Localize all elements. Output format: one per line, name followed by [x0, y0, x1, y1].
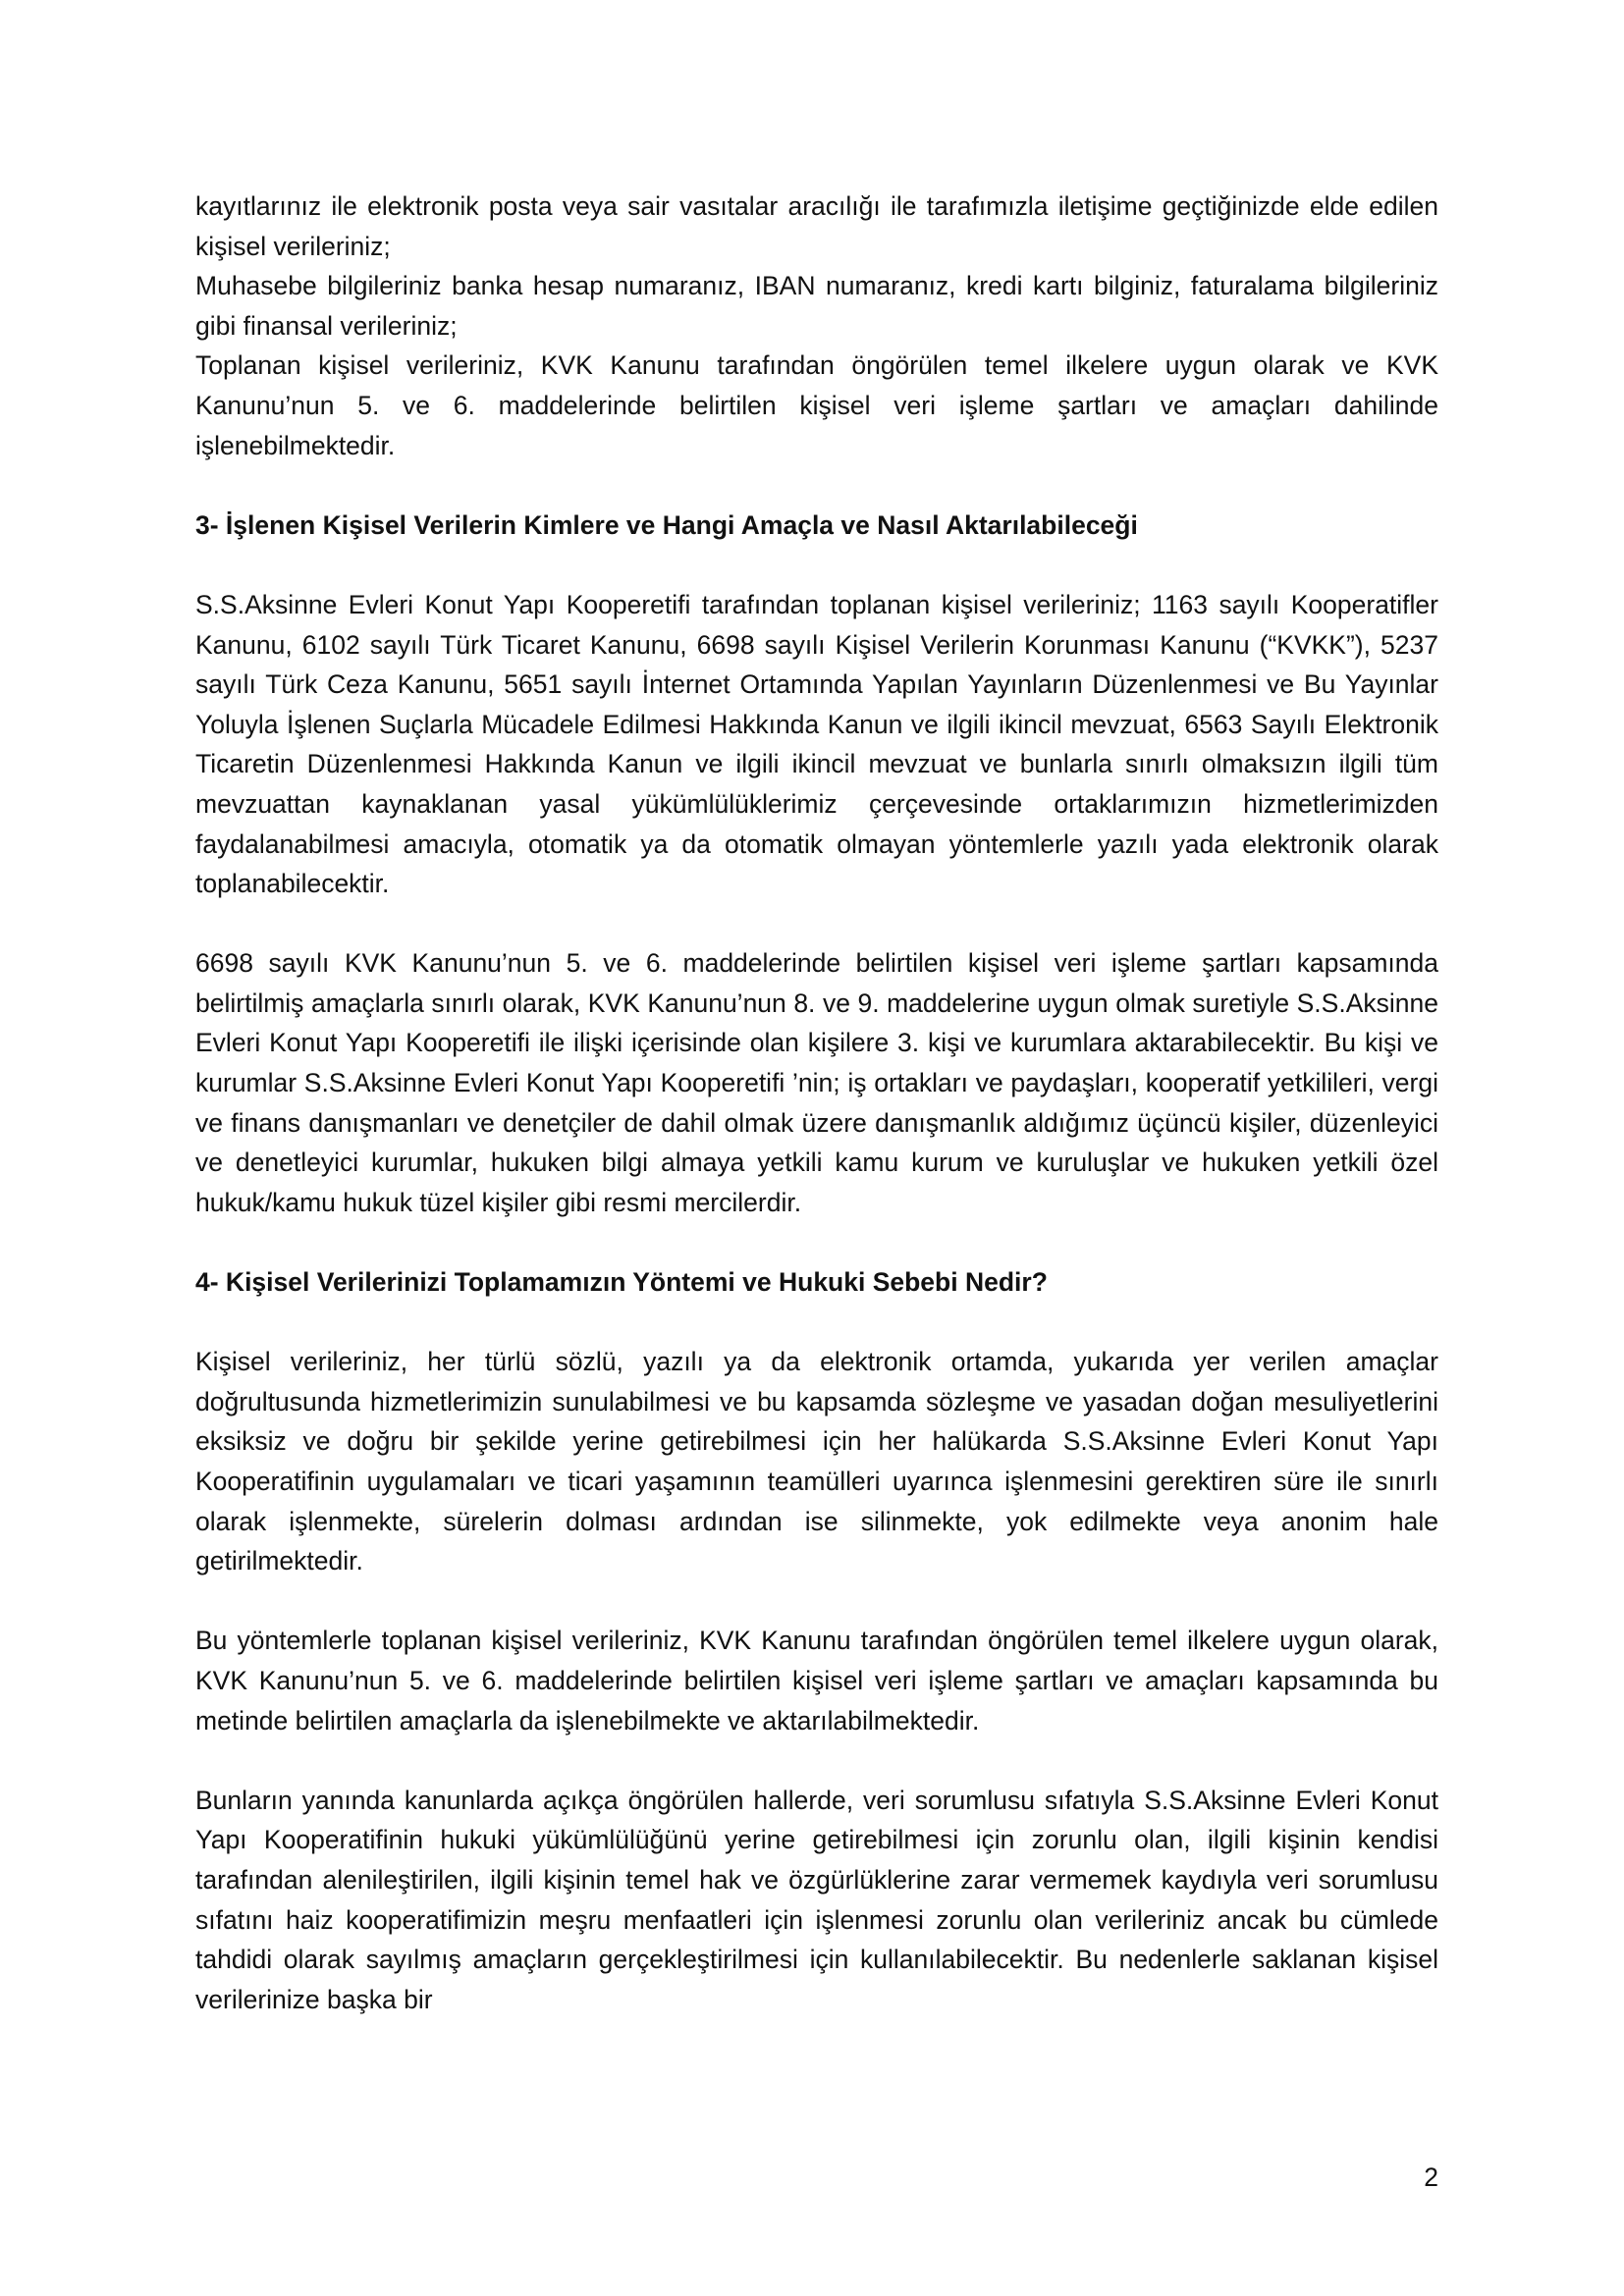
- paragraph-spacer: [195, 465, 1438, 506]
- section-3-paragraph-1: S.S.Aksinne Evleri Konut Yapı Kooperetifi tarafından toplanan kişisel verileriniz; 1163 sayılı Kooperatifler Kanunu, 6102 sayılı Türk Ticaret Kanunu, 6698 sayılı Kişisel Verilerin Korunması Kanunu (“KVKK”), 5237 sayılı Türk Ceza Kanunu, 5651 sayılı İnternet Ortamında Yapılan Yayınların Düzenlenmesi ve Bu Yayınlar Yoluyla İşlenen Suçlarla Mücadele Edilmesi Hakkında Kanun ve ilgili ikincil mevzuat, 6563 Sayılı Elektronik Ticaretin Düzenlenmesi Hakkında Kanun ve ilgili ikincil mevzuat ve bunlarla sınırlı olmaksızın ilgili tüm mevzuattan kaynaklanan yasal yükümlülüklerimiz çerçevesinde ortaklarımızın hizmetlerimizden faydalanabilmesi amacıyla, otomatik ya da otomatik olmayan yöntemlerle yazılı yada elektronik olarak toplanabilecektir.: [195, 589, 1438, 899]
- section-3-heading: 3- İşlenen Kişisel Verilerin Kimlere ve Hangi Amaçla ve Nasıl Aktarılabileceği: [195, 509, 1138, 540]
- section-3-paragraph-2: 6698 sayılı KVK Kanunu’nun 5. ve 6. maddelerinde belirtilen kişisel veri işleme şartları kapsamında belirtilmiş amaçlarla sınırlı olarak, KVK Kanunu’nun 8. ve 9. maddelerine uygun olmak suretiyle S.S.Aksinne Evleri Konut Yapı Kooperetifi ile ilişki içerisinde olan kişilere 3. kişi ve kurumlara aktarabilecektir. Bu kişi ve kurumlar S.S.Aksinne Evleri Konut Yapı Kooperetifi ’nin; iş ortakları ve paydaşları, kooperatif yetkilileri, vergi ve finans danışmanları ve denetçiler de dahil olmak üzere danışmanlık aldığımız üçüncü kişiler, düzenleyici ve denetleyici kurumlar, hukuken bilgi almaya yetkili kamu kurum ve kuruluşlar ve hukuken yetkili özel hukuk/kamu hukuk tüzel kişiler gibi resmi mercilerdir.: [195, 948, 1438, 1217]
- document-body: [195, 187, 1438, 2019]
- section-4-heading: 4- Kişisel Verilerinizi Toplamamızın Yöntemi ve Hukuki Sebebi Nedir?: [195, 1267, 1048, 1298]
- data-item-financial: Muhasebe bilgileriniz banka hesap numaranız, IBAN numaranız, kredi kartı bilginiz, faturalama bilgileriniz gibi finansal verileriniz;: [195, 271, 1438, 341]
- data-item-contact-records: kayıtlarınız ile elektronik posta veya sair vasıtalar aracılığı ile tarafımızla iletişime geçtiğinizde elde edilen kişisel verileriniz;: [195, 191, 1438, 261]
- paragraph-spacer: [195, 1581, 1438, 1622]
- paragraph-spacer: [195, 1222, 1438, 1262]
- section-4-paragraph-2: Bu yöntemlerle toplanan kişisel verileriniz, KVK Kanunu tarafından öngörülen temel ilkelere uygun olarak, KVK Kanunu’nun 5. ve 6. maddelerinde belirtilen kişisel veri işleme şartları ve amaçları kapsamında bu metinde belirtilen amaçlarla da işlenebilmekte ve aktarılabilmektedir.: [195, 1626, 1438, 1735]
- paragraph-spacer: [195, 904, 1438, 944]
- section-4-paragraph-1: Kişisel verileriniz, her türlü sözlü, yazılı ya da elektronik ortamda, yukarıda yer verilen amaçlar doğrultusunda hizmetlerimizin sunulabilmesi ve bu kapsamda sözleşme ve yasadan doğan mesuliyetlerini eksiksiz ve doğru bir şekilde yerine getirebilmesi için her halükarda S.S.Aksinne Evleri Konut Yapı Kooperatifinin uygulamaları ve ticari yaşamının teamülleri uyarınca işlenmesini gerektiren süre ile sınırlı olarak işlenmekte, sürelerin dolması ardından ise silinmekte, yok edilmekte veya anonim hale getirilmektedir.: [195, 1347, 1438, 1576]
- section-4-paragraph-3: Bunların yanında kanunlarda açıkça öngörülen hallerde, veri sorumlusu sıfatıyla S.S.Aksinne Evleri Konut Yapı Kooperatifinin hukuki yükümlülüğünü yerine getirebilmesi için zorunlu olan, ilgili kişinin kendisi tarafından alenileştirilen, ilgili kişinin temel hak ve özgürlüklerine zarar vermemek kaydıyla veri sorumlusu sıfatını haiz kooperatifimizin meşru menfaatleri için işlenmesi zorunlu olan verileriniz ancak bu cümlede tahdidi olarak sayılmış amaçların gerçekleştirilmesi için kullanılabilecektir. Bu nedenlerle saklanan kişisel verilerinize başka bir: [195, 1785, 1438, 2014]
- paragraph-spacer: [195, 1740, 1438, 1781]
- page-number: 2: [1424, 2163, 1438, 2192]
- paragraph-spacer: [195, 1303, 1438, 1343]
- paragraph-spacer: [195, 545, 1438, 585]
- data-processing-note: Toplanan kişisel verileriniz, KVK Kanunu tarafından öngörülen temel ilkelere uygun olarak ve KVK Kanunu’nun 5. ve 6. maddelerinde belirtilen kişisel veri işleme şartları ve amaçları dahilinde işlenebilmektedir.: [195, 350, 1438, 460]
